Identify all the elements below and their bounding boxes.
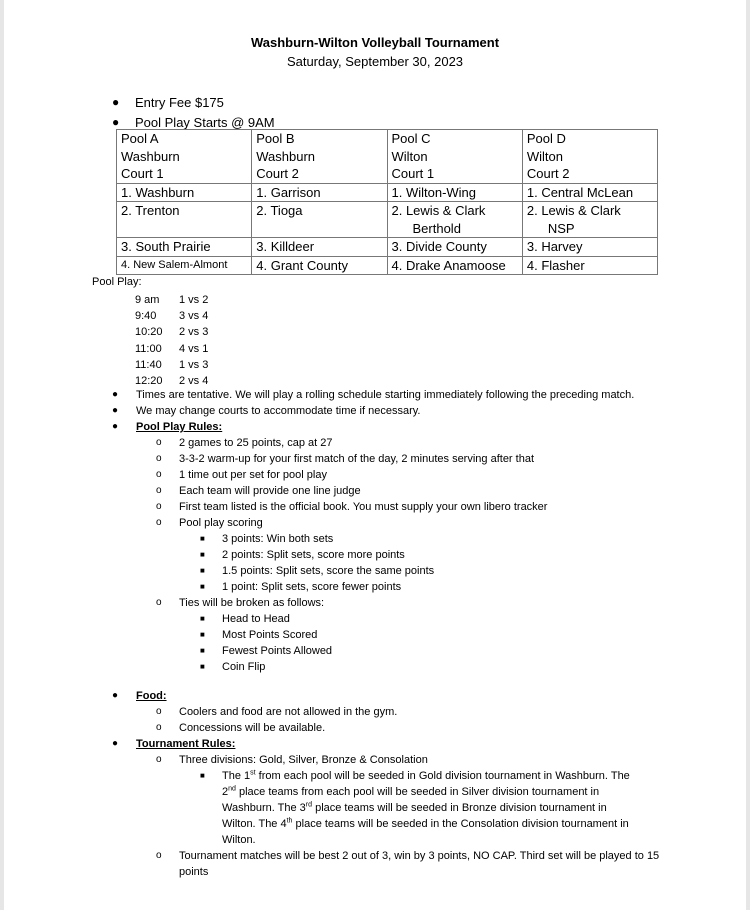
list-item (112, 563, 732, 579)
square-bullet-icon: ■ (200, 582, 205, 591)
note-text: We may change courts to accommodate time if necessary. (136, 405, 421, 417)
team-cell: 4. Flasher (522, 256, 657, 275)
pool-name: Pool D (526, 131, 566, 146)
rule-text: First team listed is the official book. You must supply your own libero tracker (179, 501, 548, 513)
schedule-match: 3 vs 4 (179, 310, 209, 323)
schedule-match: 2 vs 4 (179, 375, 209, 388)
list-item (112, 595, 732, 611)
bullet-icon: ● (112, 738, 119, 749)
team-name-cont: Berthold (412, 220, 461, 236)
team-cell: 2. Trenton (117, 202, 252, 238)
seeding-part: place teams will be seeded in Bronze division tournament in Wilton. The 4 (222, 802, 607, 830)
start-time: Pool Play Starts @ 9AM (135, 114, 275, 130)
bullet-icon: ● (112, 389, 119, 400)
team-cell: 4. New Salem-Almont (117, 256, 252, 275)
schedule-match: 2 vs 3 (179, 326, 209, 339)
schedule-time: 9 am (135, 294, 160, 307)
pool-site: Washburn (256, 148, 316, 164)
page-title: Washburn-Wilton Volleyball Tournament (250, 35, 500, 50)
pools-table (116, 129, 658, 275)
pool-header-cell (387, 130, 522, 184)
schedule-row (135, 324, 208, 340)
table-row (117, 256, 658, 275)
pool-name: Pool B (256, 131, 295, 146)
list-item (112, 659, 732, 675)
list-item (112, 531, 732, 547)
schedule-row (135, 357, 208, 373)
square-bullet-icon: ■ (200, 630, 205, 639)
bullet-icon: ● (112, 115, 120, 129)
scoring-text: 2 points: Split sets, score more points (222, 549, 405, 561)
schedule-time: 11:00 (135, 342, 162, 355)
rule-text: 3-3-2 warm-up for your first match of the day, 2 minutes serving after that (179, 453, 534, 465)
team-name: 2. Lewis & Clark (391, 203, 486, 218)
bullet-icon: ● (112, 421, 119, 432)
pool-header-cell (117, 130, 252, 184)
ordinal-sup: nd (228, 785, 236, 793)
team-cell: 1. Washburn (117, 183, 252, 202)
food-text: Concessions will be available. (179, 722, 326, 734)
pool-site: Wilton (391, 148, 428, 164)
list-item (112, 688, 732, 704)
square-bullet-icon: ■ (200, 550, 205, 559)
list-item (112, 547, 732, 563)
ordinal-sup: th (286, 817, 293, 825)
pool-header-cell (252, 130, 387, 184)
rule-text: 1 time out per set for pool play (179, 469, 327, 481)
info-list (112, 92, 275, 132)
schedule-match: 1 vs 3 (179, 358, 209, 371)
schedule-time: 10:20 (135, 326, 163, 339)
square-bullet-icon: ■ (200, 566, 205, 575)
food-text: Coolers and food are not allowed in the gym. (179, 706, 398, 718)
pool-rules-heading: Pool Play Rules: (136, 421, 223, 433)
list-item (112, 720, 732, 736)
list-item (112, 467, 732, 483)
food-heading: Food: (136, 690, 167, 702)
rule-text: 2 games to 25 points, cap at 27 (179, 437, 333, 449)
note-text: Times are tentative. We will play a rolling schedule starting immediately following the preceding match. (136, 389, 635, 401)
rules-section (112, 387, 732, 880)
square-bullet-icon: ■ (200, 614, 205, 623)
list-item (112, 579, 732, 595)
pool-play-label: Pool Play: (92, 276, 142, 288)
square-bullet-icon: ■ (200, 771, 205, 780)
divisions-text: Three divisions: Gold, Silver, Bronze & Consolation (179, 754, 428, 766)
ordinal-sup: st (250, 769, 256, 777)
square-bullet-icon: ■ (200, 662, 205, 671)
team-cell (522, 202, 657, 238)
list-item (112, 499, 732, 515)
circle-bullet-icon: o (156, 453, 162, 464)
ties-label: Ties will be broken as follows: (179, 597, 325, 609)
page-right-edge (746, 0, 750, 910)
table-row (117, 183, 658, 202)
table-row (117, 238, 658, 257)
schedule-row (135, 308, 208, 324)
seeding-text (222, 768, 642, 848)
scoring-text: 3 points: Win both sets (222, 533, 334, 545)
pool-play-schedule (135, 292, 208, 389)
list-item (112, 752, 732, 768)
pool-name: Pool C (391, 131, 431, 146)
tie-rule: Fewest Points Allowed (222, 645, 333, 657)
team-cell: 3. Killdeer (252, 238, 387, 257)
circle-bullet-icon: o (156, 517, 162, 528)
schedule-match: 4 vs 1 (179, 342, 209, 355)
scoring-text: 1 point: Split sets, score fewer points (222, 581, 402, 593)
team-cell: 3. Divide County (387, 238, 522, 257)
list-item (112, 435, 732, 451)
list-item (112, 451, 732, 467)
bullet-icon: ● (112, 405, 119, 416)
tie-rule: Coin Flip (222, 661, 266, 673)
schedule-match: 1 vs 2 (179, 294, 209, 307)
circle-bullet-icon: o (156, 501, 162, 512)
tie-rule: Head to Head (222, 613, 290, 625)
page-date: Saturday, September 30, 2023 (286, 54, 464, 69)
pool-court: Court 2 (526, 166, 570, 181)
table-row (117, 130, 658, 184)
schedule-time: 11:40 (135, 358, 162, 371)
circle-bullet-icon: o (156, 597, 162, 608)
list-item (112, 611, 732, 627)
spacer (112, 675, 732, 688)
team-cell: 1. Wilton-Wing (387, 183, 522, 202)
list-item (112, 848, 732, 880)
bullet-icon: ● (112, 690, 119, 701)
pool-header-cell (522, 130, 657, 184)
pool-court: Court 1 (121, 166, 164, 181)
pool-site: Wilton (526, 148, 563, 164)
schedule-time: 9:40 (135, 310, 157, 323)
list-item (112, 92, 275, 112)
tie-rule: Most Points Scored (222, 629, 318, 641)
list-item (112, 403, 732, 419)
list-item (112, 515, 732, 531)
tournament-rules-heading: Tournament Rules: (136, 738, 236, 750)
pool-court: Court 2 (256, 166, 299, 181)
team-cell: 3. South Prairie (117, 238, 252, 257)
rule-text: Pool play scoring (179, 517, 263, 529)
circle-bullet-icon: o (156, 722, 162, 733)
list-item (112, 736, 732, 752)
list-item (112, 643, 732, 659)
circle-bullet-icon: o (156, 469, 162, 480)
bullet-icon: ● (112, 95, 120, 109)
list-item (112, 483, 732, 499)
scoring-text: 1.5 points: Split sets, score the same points (222, 565, 435, 577)
matches-text: Tournament matches will be best 2 out of 3, win by 3 points, NO CAP. Third set will be played to 15 points (179, 850, 660, 878)
list-item (112, 627, 732, 643)
square-bullet-icon: ■ (200, 534, 205, 543)
team-cell: 4. Grant County (252, 256, 387, 275)
circle-bullet-icon: o (156, 850, 162, 861)
square-bullet-icon: ■ (200, 646, 205, 655)
circle-bullet-icon: o (156, 706, 162, 717)
team-cell (387, 202, 522, 238)
seeding-part: place teams from each pool will be seeded in Silver division tournament in Washburn. The 3 (222, 786, 600, 814)
schedule-row (135, 341, 208, 357)
circle-bullet-icon: o (156, 485, 162, 496)
team-cell: 2. Tioga (252, 202, 387, 238)
table-row (117, 202, 658, 238)
entry-fee: Entry Fee $175 (135, 94, 224, 110)
list-item (112, 768, 732, 848)
circle-bullet-icon: o (156, 437, 162, 448)
ordinal-sup: rd (305, 801, 313, 809)
schedule-time: 12:20 (135, 375, 163, 388)
team-name: 2. Lewis & Clark (526, 203, 621, 218)
page-left-edge (0, 0, 4, 910)
list-item (112, 419, 732, 435)
circle-bullet-icon: o (156, 754, 162, 765)
pool-name: Pool A (121, 131, 159, 146)
rule-text: Each team will provide one line judge (179, 485, 361, 497)
pool-site: Washburn (121, 148, 180, 164)
team-name-cont: NSP (547, 220, 575, 236)
schedule-row (135, 292, 208, 308)
seeding-part: The 1 (222, 770, 251, 782)
team-cell: 1. Central McLean (522, 183, 657, 202)
list-item (112, 387, 732, 403)
list-item (112, 704, 732, 720)
seeding-part: place teams will be seeded in the Consolation division tournament in Wilton. (222, 818, 629, 846)
team-cell: 3. Harvey (522, 238, 657, 257)
pool-court: Court 1 (391, 166, 435, 181)
team-cell: 4. Drake Anamoose (387, 256, 522, 275)
team-cell: 1. Garrison (252, 183, 387, 202)
seeding-part: from each pool will be seeded in Gold division tournament in Washburn. The 2 (222, 770, 630, 798)
